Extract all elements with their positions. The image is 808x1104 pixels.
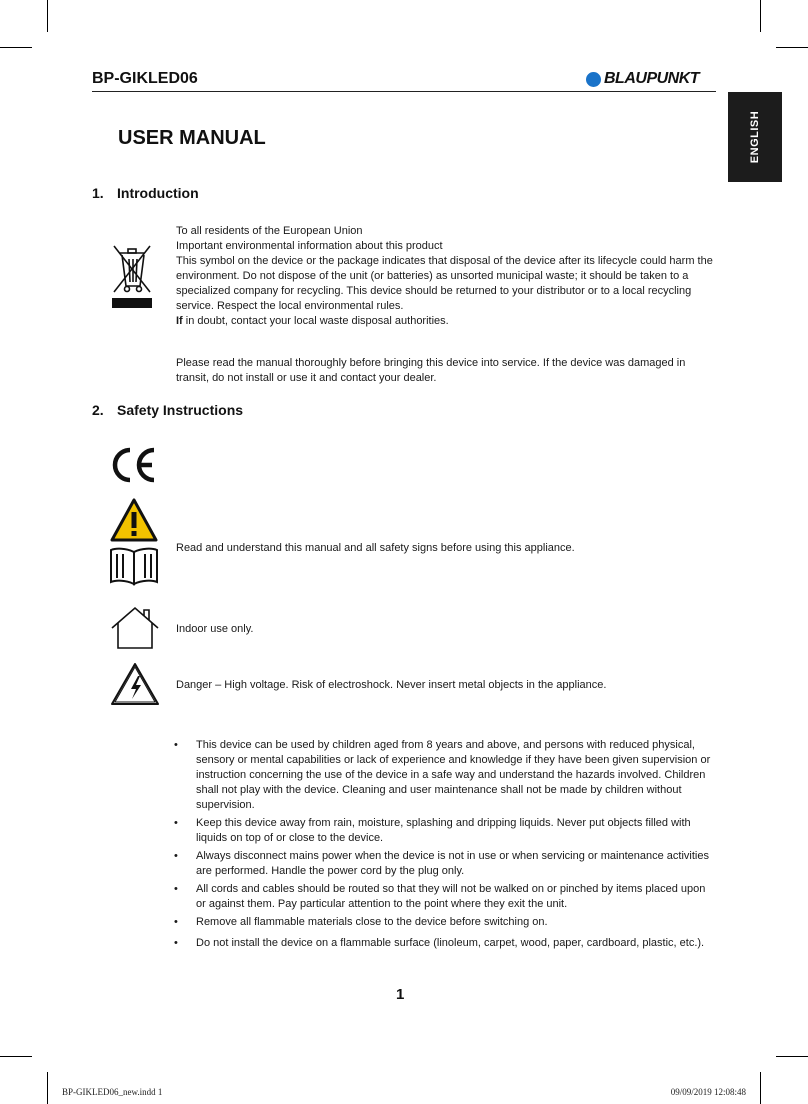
section-heading-text: Introduction [117, 185, 199, 201]
intro-doubt-line [176, 314, 716, 329]
list-item: • Always disconnect mains power when the device is not in use or when servicing or maintenance activities are performed. Handle the power cord by the plug only. [170, 849, 718, 879]
section-number: 1. [92, 185, 104, 201]
list-item: • Remove all flammable materials close to the device before switching on. [170, 915, 718, 930]
section-heading-safety [92, 402, 243, 418]
intro-doubt-rest: in doubt, contact your local waste disposal authorities. [182, 315, 449, 327]
crop-mark [776, 1056, 808, 1057]
intro-line: Important environmental information about this product [176, 240, 443, 252]
crossed-out-wheelie-bin-icon [108, 240, 156, 314]
section-heading-introduction [92, 185, 199, 201]
manual-book-icon [108, 544, 160, 588]
crop-mark [47, 0, 48, 32]
high-voltage-icon [110, 662, 160, 706]
brand-logo [586, 70, 699, 88]
intro-doubt-bold: If [176, 315, 183, 327]
model-header: BP-GIKLED06 [92, 70, 198, 87]
list-item: • Keep this device away from rain, moisture, splashing and dripping liquids. Never put objects filled with liquids on top of or close to the device. [170, 816, 718, 846]
footer-filename: BP-GIKLED06_new.indd 1 [62, 1087, 163, 1097]
intro-paragraph: This symbol on the device or the package indicates that disposal of the device after its lifecycle could harm the environment. Do not dispose of the unit (or batteries) as unsorted municipal waste; it should be taken to a specialized company for recycling. This device should be returned to your distributor or to a local recycling service. Respect the local environmental rules. [176, 255, 713, 312]
crop-mark [0, 1056, 32, 1057]
house-icon [110, 606, 160, 650]
list-item: • All cords and cables should be routed so that they will not be walked on or pinched by items placed upon or against them. Pay particular attention to the point where they exit the unit. [170, 882, 718, 912]
crop-mark [0, 47, 32, 48]
sign-description: Read and understand this manual and all safety signs before using this appliance. [176, 542, 575, 554]
crop-mark [760, 0, 761, 32]
ce-mark-icon [110, 446, 158, 484]
intro-line: To all residents of the European Union [176, 225, 363, 237]
language-tab-label: ENGLISH [749, 110, 761, 164]
page-number: 1 [396, 986, 405, 1003]
crop-mark [776, 47, 808, 48]
sign-description: Danger – High voltage. Risk of electroshock. Never insert metal objects in the appliance. [176, 679, 607, 691]
crop-mark [47, 1072, 48, 1104]
safety-bullet-list [170, 738, 718, 954]
intro-text-block [176, 224, 716, 329]
section-heading-text: Safety Instructions [117, 402, 244, 418]
crop-mark [760, 1072, 761, 1104]
page-title: USER MANUAL [118, 127, 266, 149]
warning-triangle-icon [110, 498, 158, 542]
language-tab [728, 92, 782, 182]
section-number: 2. [92, 402, 104, 418]
footer-timestamp: 09/09/2019 12:08:48 [670, 1087, 746, 1097]
sign-description: Indoor use only. [176, 623, 254, 635]
list-item: • Do not install the device on a flammable surface (linoleum, carpet, wood, paper, cardboard, plastic, etc.). [170, 936, 718, 951]
read-manual-paragraph: Please read the manual thoroughly before bringing this device into service. If the device was damaged in transit, do not install or use it and contact your dealer. [176, 357, 686, 384]
list-item: • This device can be used by children aged from 8 years and above, and persons with reduced physical, sensory or mental capabilities or lack of experience and knowledge if they have been given supervision or instruction concerning the use of the device in a safe way and understand the hazards involved. Children shall not play with the device. Cleaning and user maintenance shall not be made by children without supervision. [170, 738, 718, 813]
brand-logo-text: BLAUPUNKT [604, 70, 700, 87]
header-divider [92, 91, 716, 92]
logo-dot-icon [586, 72, 601, 87]
